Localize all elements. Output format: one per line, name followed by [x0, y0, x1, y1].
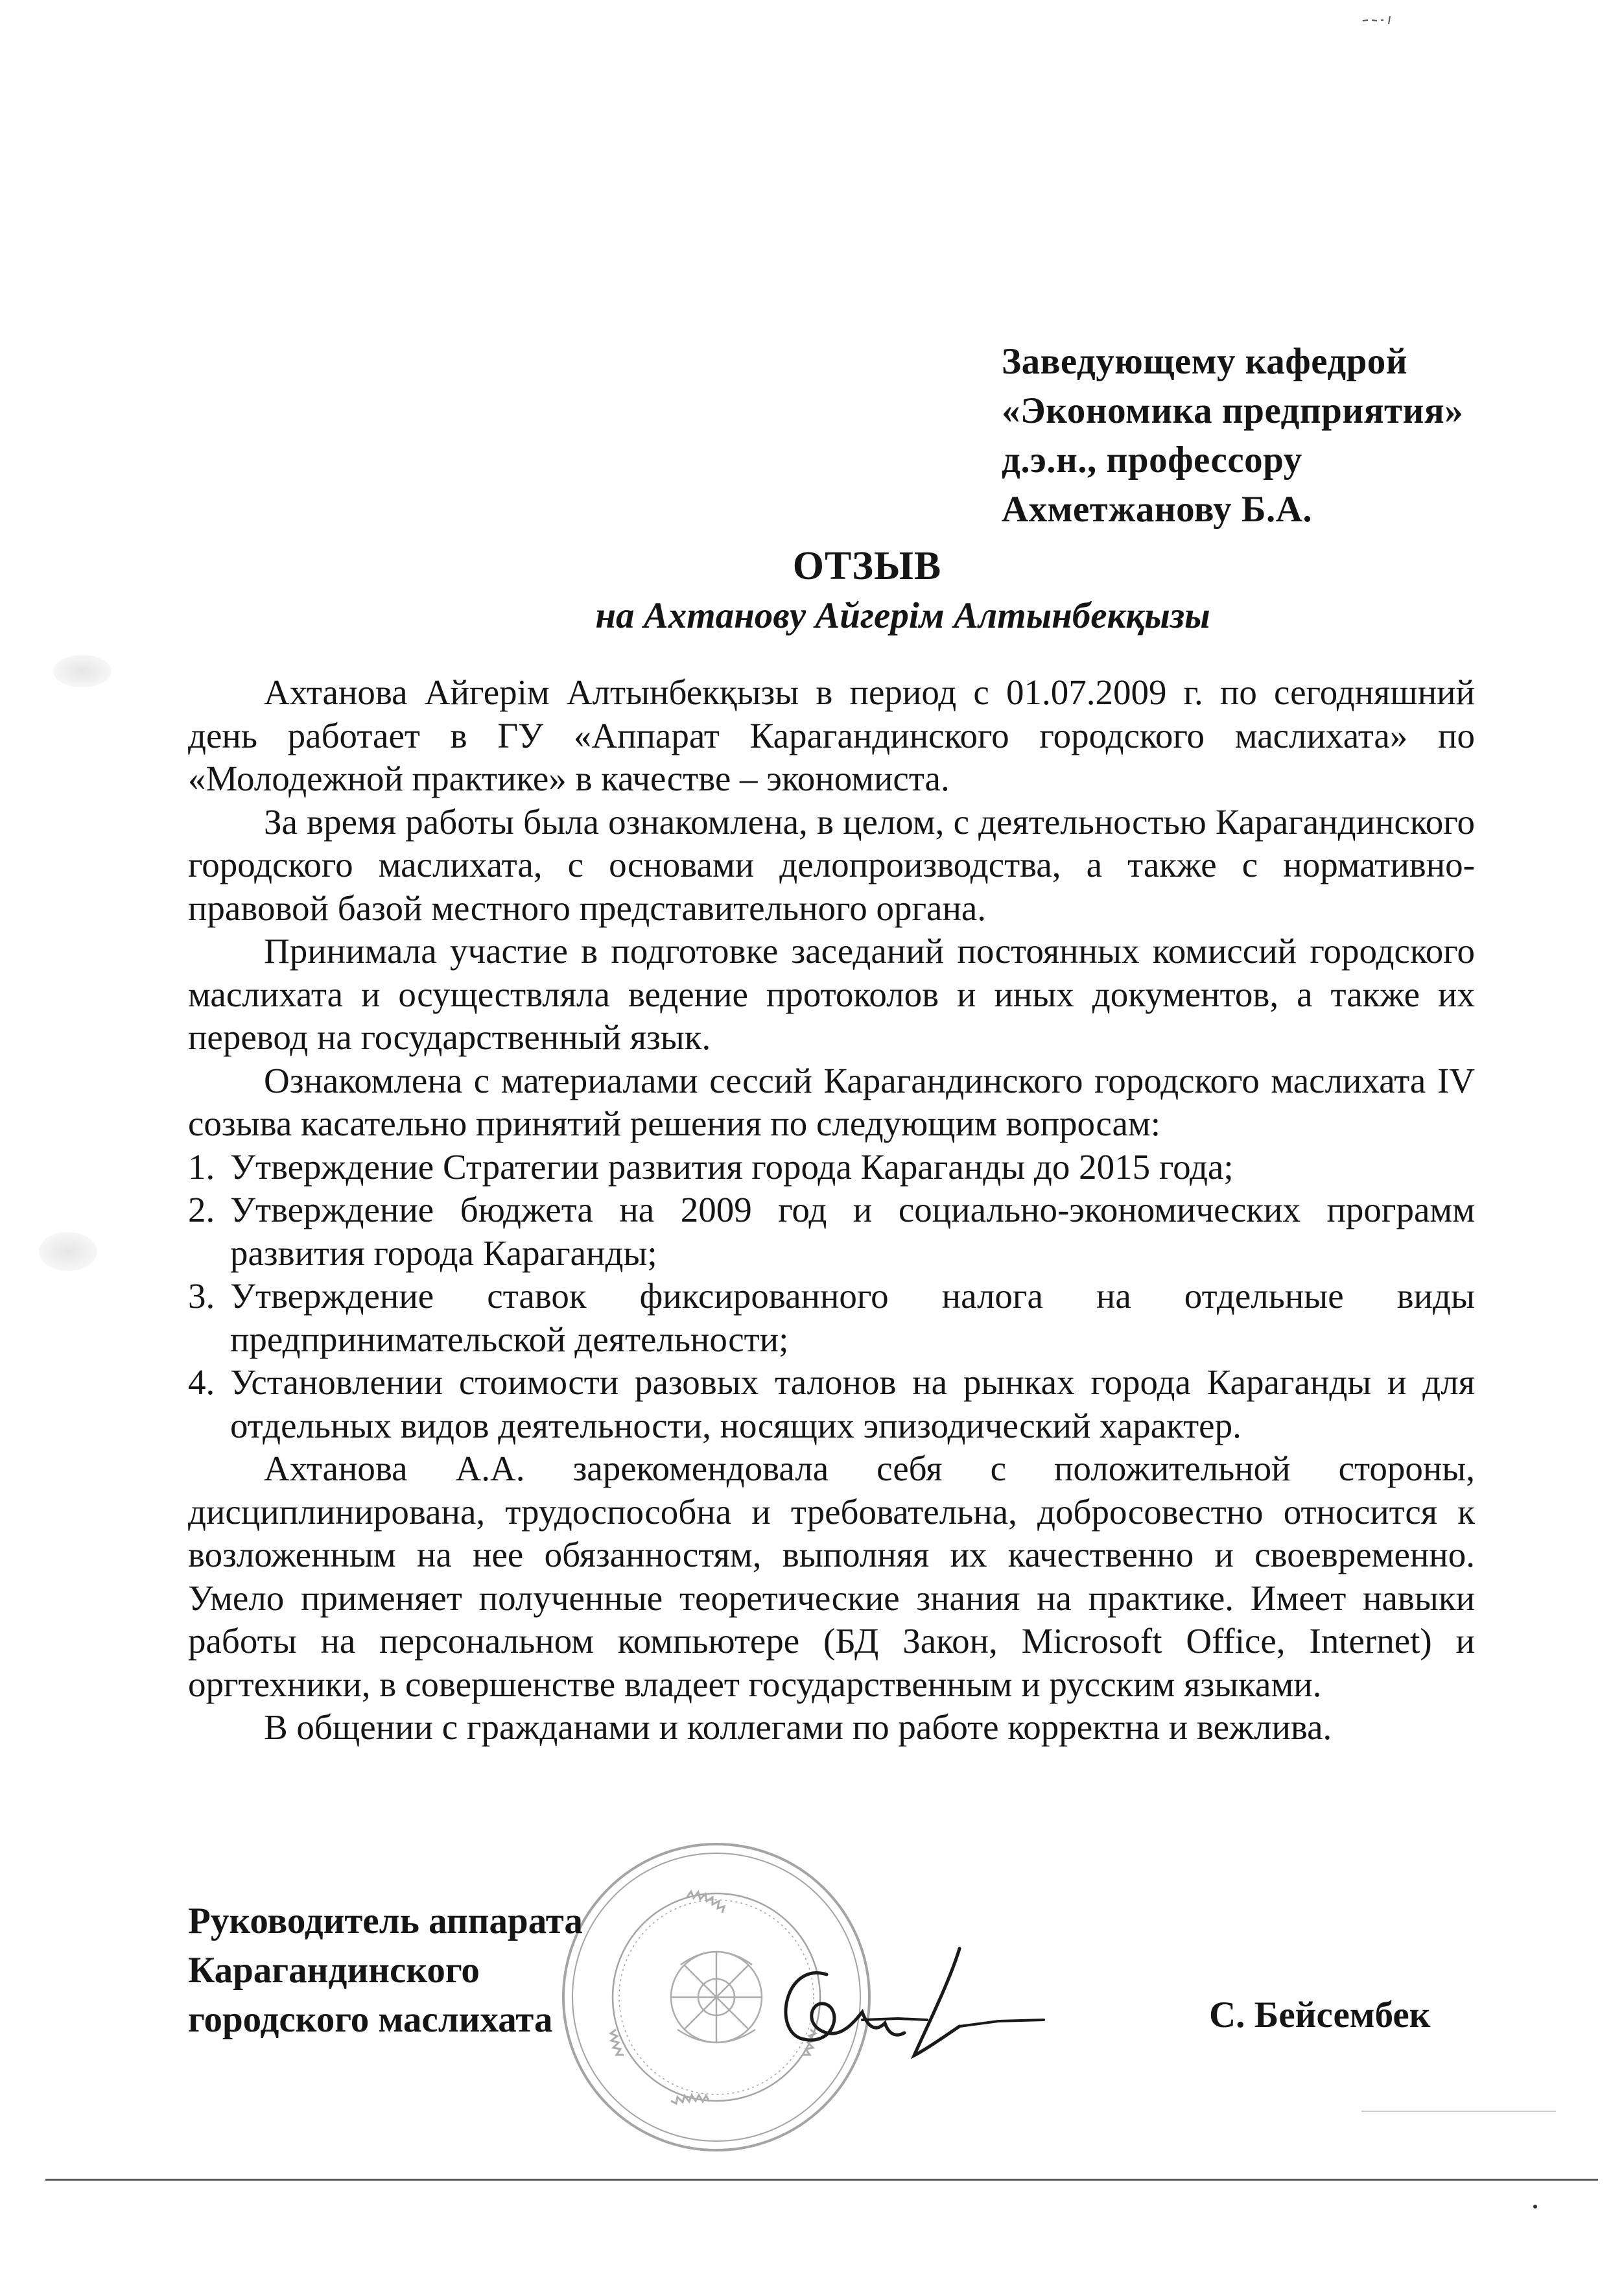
list-item-text: Утверждение Стратегии развития города Караганды до 2015 года;	[230, 1146, 1234, 1187]
list-item	[188, 1189, 1475, 1275]
page-bottom-edge	[45, 2179, 1598, 2181]
signatory-position-line: Карагандинского	[188, 1950, 480, 1991]
body-paragraph: Ахтанова А.А. зарекомендовала себя с положительной стороны, дисциплинирована, трудоспособна и требовательна, добросовестно относится к возложенным на нее обязанностям, выполняя их качественно и своевременно. Умело применяет полученные теоретические знания на практике. Имеет навыки работы на персональном компьютере (БД Закон, Microsoft Office, Internet) и оргтехники, в совершенстве владеет государственным и русским языками.	[188, 1449, 1475, 1704]
body-paragraph: В общении с гражданами и коллегами по работе корректна и вежлива.	[264, 1707, 1332, 1747]
addressee-block	[1002, 337, 1463, 534]
signatory-position-line: Руководитель аппарата	[188, 1901, 583, 1941]
punch-hole-mark	[53, 655, 112, 687]
body-paragraph: Ознакомлена с материалами сессий Карагандинского городского маслихата IV созыва касательно принятий решения по следующим вопросам:	[188, 1060, 1475, 1143]
signatory-position	[188, 1897, 583, 2044]
list-item-text: Установлении стоимости разовых талонов на рынках города Караганды и для отдельных видов деятельности, носящих эпизодический характер.	[230, 1362, 1475, 1445]
scan-speck	[1533, 2205, 1537, 2209]
document-title: ОТЗЫВ	[792, 544, 942, 588]
body-paragraph: За время работы была ознакомлена, в целом, с деятельностью Карагандинского городского маслихата, с основами делопроизводства, а также с нормативно-правовой базой местного представительного органа.	[188, 801, 1475, 928]
scan-line	[1361, 2111, 1556, 2112]
list-item-number: 4.	[188, 1362, 215, 1402]
list-item-number: 3.	[188, 1276, 215, 1316]
document-body	[188, 671, 1475, 1749]
list-item	[188, 1275, 1475, 1361]
list-item-number: 2.	[188, 1190, 215, 1229]
list-item-number: 1.	[188, 1146, 215, 1187]
addressee-line: «Экономика предприятия»	[1002, 390, 1464, 431]
document-subtitle: на Ахтанову Айгерім Алтынбекқызы	[595, 595, 1210, 636]
body-paragraph: Принимала участие в подготовке заседаний постоянных комиссий городского маслихата и осуществляла ведение протоколов и иных документов, а также их перевод на государственный язык.	[188, 931, 1475, 1057]
signatory-position-line: городского маслихата	[188, 1999, 553, 2040]
addressee-line: Ахметжанову Б.А.	[1002, 489, 1313, 530]
decision-list	[188, 1146, 1475, 1448]
list-item	[188, 1361, 1475, 1447]
punch-hole-mark	[39, 1232, 97, 1271]
list-item-text: Утверждение бюджета на 2009 год и социально-экономических программ развития города Караганды;	[230, 1190, 1475, 1273]
addressee-line: Заведующему кафедрой	[1002, 341, 1408, 382]
list-item	[188, 1146, 1475, 1189]
addressee-line: д.э.н., профессору	[1002, 440, 1302, 480]
list-item-text: Утверждение ставок фиксированного налога на отдельные виды предпринимательской деятельности;	[230, 1276, 1475, 1359]
body-paragraph: Ахтанова Айгерім Алтынбекқызы в период с 01.07.2009 г. по сегодняшний день работает в ГУ «Аппарат Карагандинского городского маслихата» по «Молодежной практике» в качестве – экономиста.	[188, 672, 1475, 798]
signatory-name: С. Бейсембек	[1209, 1995, 1431, 2035]
scan-mark	[1361, 14, 1394, 25]
handwritten-signature	[765, 1936, 1050, 2091]
